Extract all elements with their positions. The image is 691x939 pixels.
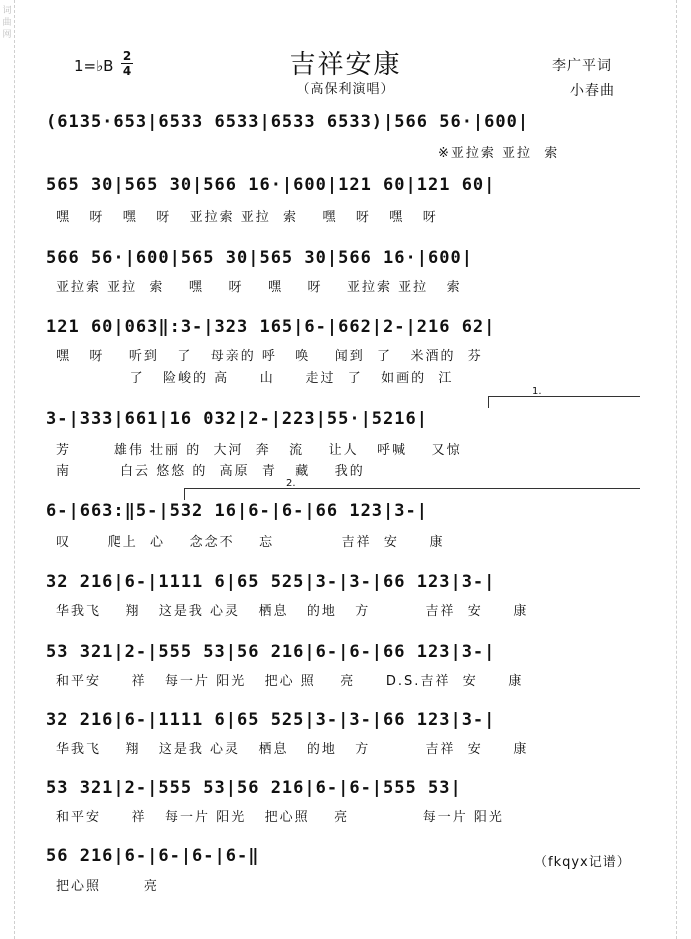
notation-line-5: 3-|333|661|16 032|2-|223|55·|5216| bbox=[46, 409, 428, 429]
notation-line-3: 566 56·|600|565 30|565 30|566 16·|600| bbox=[46, 248, 473, 268]
lyric-line-5b: 南 白云 悠悠 的 高原 青 藏 我的 bbox=[56, 464, 365, 479]
left-margin-strip bbox=[0, 0, 15, 939]
lyricist-credit: 李广平词 bbox=[552, 58, 612, 74]
song-title: 吉祥安康 bbox=[289, 50, 402, 80]
lyric-line-4b: 了 险峻的 高 山 走过 了 如画的 江 bbox=[56, 371, 454, 386]
lyric-line-4a: 嘿 呀 听到 了 母亲的 呼 唤 闻到 了 米酒的 芬 bbox=[56, 349, 483, 364]
lyric-line-8: 和平安 祥 每一片 阳光 把心 照 亮 D.S.吉祥 安 康 bbox=[56, 674, 524, 689]
key-signature: 1=♭B bbox=[74, 57, 114, 75]
lyric-line-3: 亚拉索 亚拉 索 嘿 呀 嘿 呀 亚拉索 亚拉 索 bbox=[56, 280, 462, 295]
watermark-glyph: 曲 bbox=[2, 18, 12, 28]
time-signature-bottom: 4 bbox=[122, 64, 132, 78]
right-margin-strip bbox=[676, 0, 691, 939]
lyric-line-10: 和平安 祥 每一片 阳光 把心照 亮 每一片 阳光 bbox=[56, 810, 504, 825]
lyric-line-6: 叹 爬上 心 念念不 忘 吉祥 安 康 bbox=[56, 535, 445, 550]
notation-line-8: 53 321|2-|555 53|56 216|6-|6-|66 123|3-| bbox=[46, 642, 496, 662]
watermark-glyph: 网 bbox=[2, 30, 12, 40]
lyric-line-5a: 芳 雄伟 壮丽 的 大河 奔 流 让人 呼喊 又惊 bbox=[56, 443, 462, 458]
notation-line-6: 6-|663:‖5-|532 16|6-|6-|66 123|3-| bbox=[46, 501, 428, 521]
transcriber-credit: （fkqyx记谱） bbox=[534, 855, 631, 870]
time-signature bbox=[121, 50, 133, 77]
lyric-line-11: 把心照 亮 bbox=[56, 879, 159, 894]
time-signature-top: 2 bbox=[122, 49, 132, 63]
notation-line-10: 53 321|2-|555 53|56 216|6-|6-|555 53| bbox=[46, 778, 462, 798]
notation-line-1: (6135·653|6533 6533|6533 6533)|566 56·|600| bbox=[46, 112, 530, 132]
lyric-line-9: 华我飞 翔 这是我 心灵 栖息 的地 方 吉祥 安 康 bbox=[56, 742, 529, 757]
volta-2-bracket bbox=[184, 488, 640, 489]
volta-2-label: 2. bbox=[286, 478, 296, 489]
watermark-glyph: 词 bbox=[2, 6, 12, 16]
volta-1-label: 1. bbox=[532, 386, 542, 397]
lyric-line-2: 嘿 呀 嘿 呀 亚拉索 亚拉 索 嘿 呀 嘿 呀 bbox=[56, 210, 438, 225]
notation-line-7: 32 216|6-|1111 6|65 525|3-|3-|66 123|3-| bbox=[46, 572, 496, 592]
notation-line-2: 565 30|565 30|566 16·|600|121 60|121 60| bbox=[46, 175, 496, 195]
lyric-line-7: 华我飞 翔 这是我 心灵 栖息 的地 方 吉祥 安 康 bbox=[56, 604, 529, 619]
notation-line-11: 56 216|6-|6-|6-|6-‖ bbox=[46, 846, 260, 866]
lyric-line-1: ※亚拉索 亚拉 索 bbox=[438, 146, 560, 161]
notation-line-4: 121 60|063‖:3-|323 165|6-|662|2-|216 62| bbox=[46, 317, 496, 337]
volta-1-bracket bbox=[488, 396, 640, 397]
performer-note: （高保利演唱） bbox=[296, 82, 395, 97]
composer-credit: 小春曲 bbox=[570, 83, 615, 99]
notation-line-9: 32 216|6-|1111 6|65 525|3-|3-|66 123|3-| bbox=[46, 710, 496, 730]
